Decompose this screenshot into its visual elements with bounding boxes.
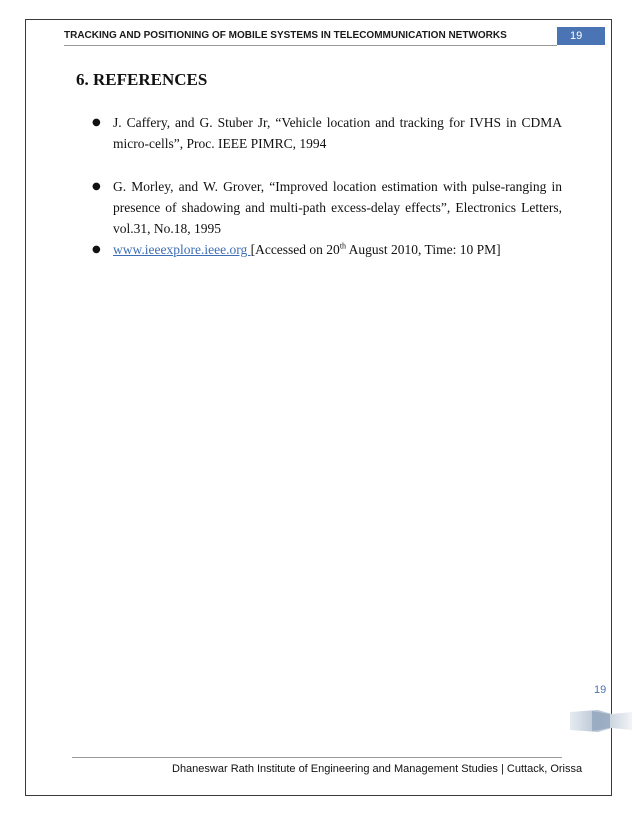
bullet-icon: ● [92,181,101,192]
header-page-number: 19 [557,27,605,45]
header-title: TRACKING AND POSITIONING OF MOBILE SYSTEMS IN TELECOMMUNICATION NETWORKS [64,30,507,41]
header-divider [64,45,557,46]
footer-page-number: 19 [594,684,607,696]
footer-separator: | [501,763,504,775]
page-corner-tab-icon [568,708,634,739]
reference-item [92,112,562,154]
reference-list [92,112,562,260]
section-heading: 6. REFERENCES [76,70,208,89]
reference-text: J. Caffery, and G. Stuber Jr, “Vehicle location and tracking for IVHS in CDMA micro-cells”, Proc. IEEE PIMRC, 1994 [113,115,562,151]
reference-link[interactable]: www.ieeexplore.ieee.org [113,242,251,257]
bullet-icon: ● [92,244,101,255]
reference-text-after-sup: August 2010, Time: 10 PM] [346,242,501,257]
ordinal-superscript: th [339,241,347,251]
footer-institution: Dhaneswar Rath Institute of Engineering and Management Studies [172,763,498,775]
reference-text-before-sup: [Accessed on 20 [250,242,340,257]
footer-location: Cuttack, Orissa [506,763,583,775]
footer-divider [72,757,562,758]
bullet-icon: ● [92,117,101,128]
reference-text: G. Morley, and W. Grover, “Improved location estimation with pulse-ranging in presence of shadowing and multi-path excess-delay effects”, Electronics Letters, vol.31, No.18, 1995 [113,179,562,236]
reference-item [92,239,562,260]
footer-text [172,763,583,775]
reference-item [92,176,562,239]
